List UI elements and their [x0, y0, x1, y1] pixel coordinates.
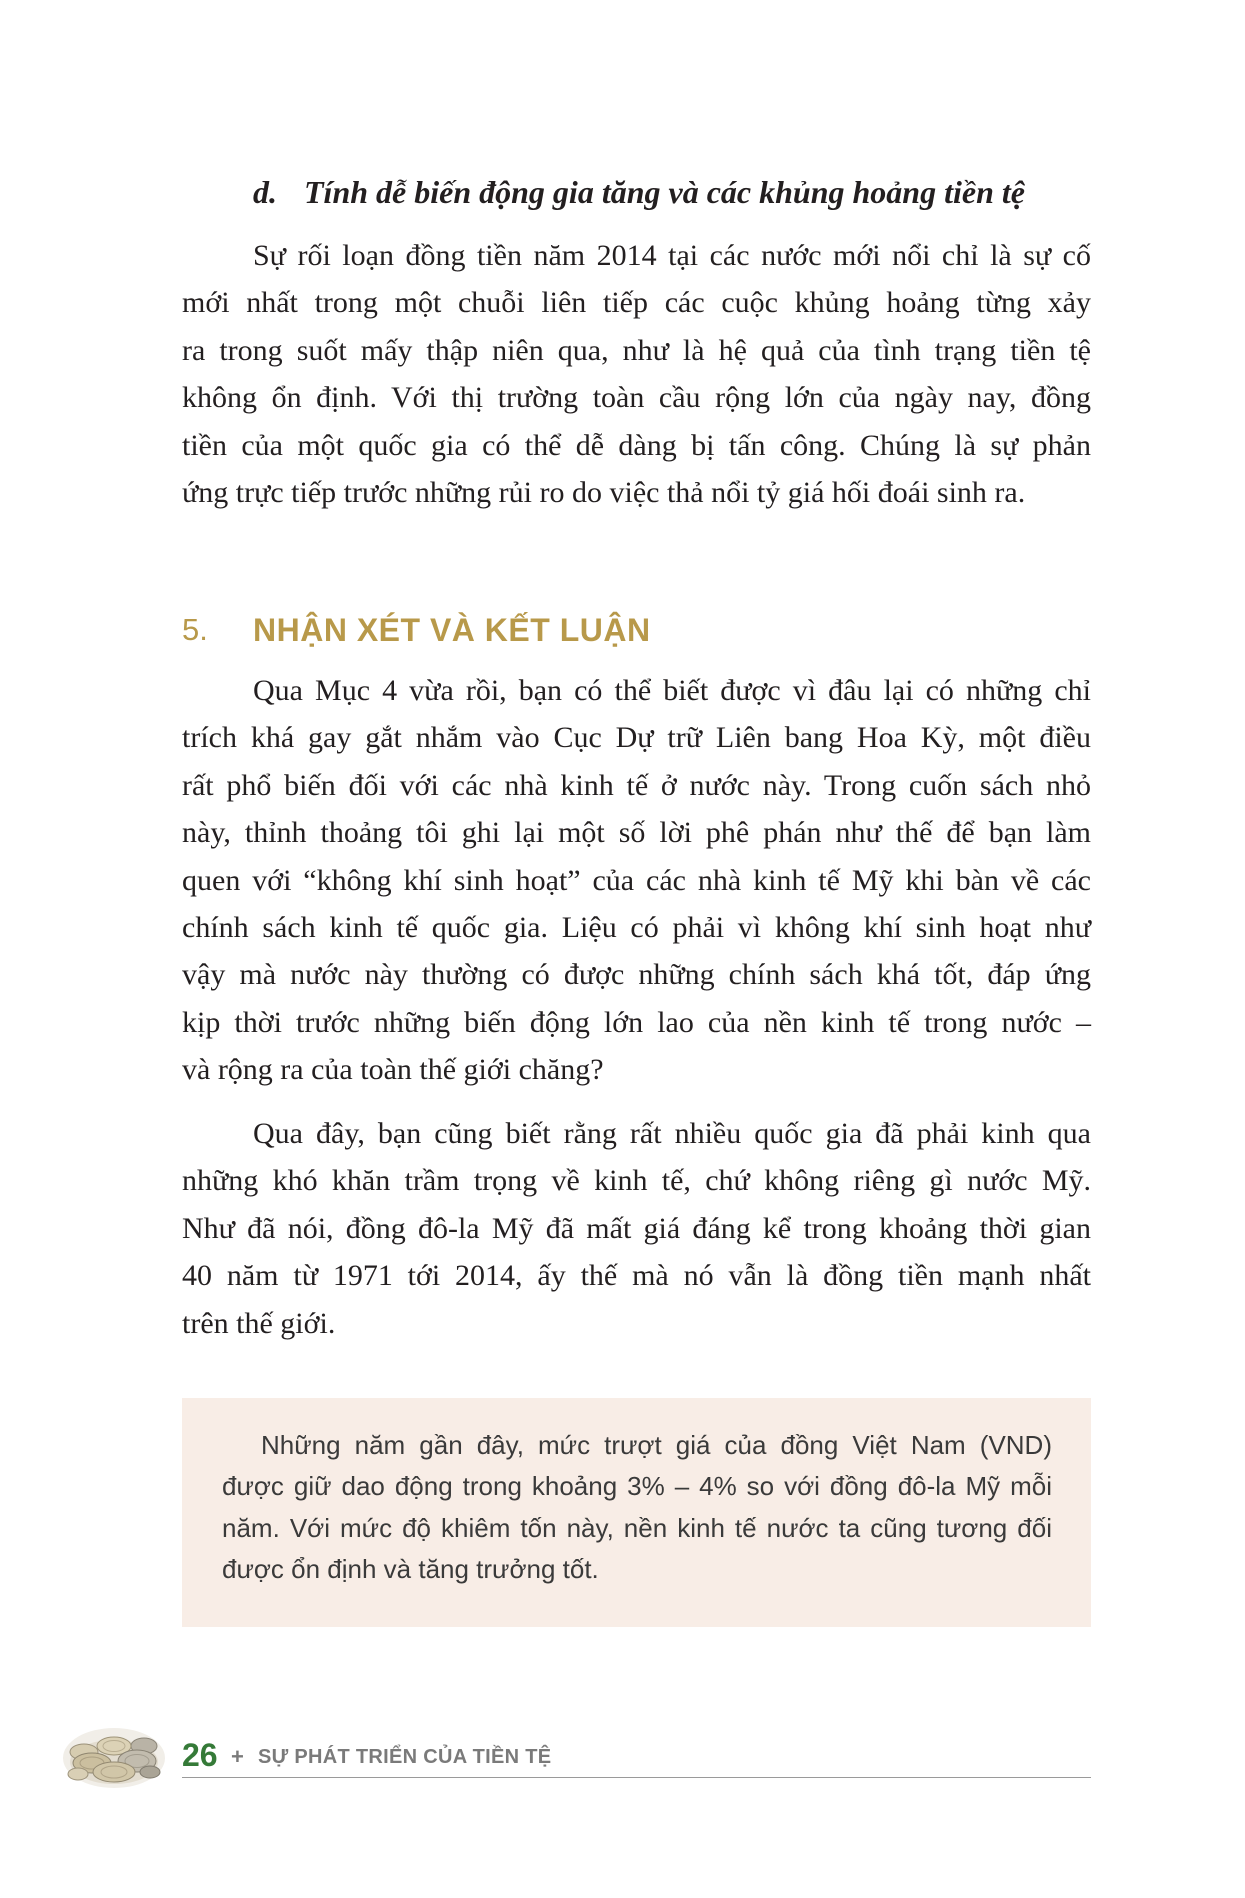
paragraph-line: những khó khăn trầm trọng về kinh tế, chứ không riêng gì nước Mỹ.: [182, 1164, 1091, 1198]
page-number: 26: [182, 1737, 218, 1773]
paragraph-line: kịp thời trước những biến động lớn lao của nền kinh tế trong nước –: [182, 1005, 1091, 1039]
note-line: được ổn định và tăng trưởng tốt.: [222, 1553, 599, 1584]
section-d-title: Tính dễ biến động gia tăng và các khủng hoảng tiền tệ: [304, 174, 1025, 210]
coins-icon: [62, 1716, 166, 1790]
section-d-marker: d.: [253, 174, 277, 210]
paragraph-line: ra trong suốt mấy thập niên qua, như là hệ quả của tình trạng tiền tệ: [182, 333, 1091, 367]
section-title: NHẬN XÉT VÀ KẾT LUẬN: [253, 612, 651, 648]
section-d-heading: [253, 172, 1025, 212]
section-number: 5.: [182, 612, 208, 647]
note-line: năm. Với mức độ khiêm tốn này, nền kinh tế nước ta cũng tương đối: [222, 1512, 1052, 1543]
paragraph-line: Như đã nói, đồng đô-la Mỹ đã mất giá đáng kể trong khoảng thời gian: [182, 1211, 1091, 1245]
paragraph-line: Qua đây, bạn cũng biết rằng rất nhiều quốc gia đã phải kinh qua: [253, 1117, 1091, 1150]
paragraph-line: trích khá gay gắt nhắm vào Cục Dự trữ Liên bang Hoa Kỳ, một điều: [182, 721, 1091, 755]
note-line: Những năm gần đây, mức trượt giá của đồng Việt Nam (VND): [261, 1430, 1052, 1460]
paragraph-line: 40 năm từ 1971 tới 2014, ấy thế mà nó vẫn là đồng tiền mạnh nhất: [182, 1259, 1091, 1293]
paragraph-line: và rộng ra của toàn thế giới chăng?: [182, 1053, 604, 1087]
note-line: được giữ dao động trong khoảng 3% – 4% so với đồng đô-la Mỹ mỗi: [222, 1471, 1052, 1502]
paragraph-line: quen với “không khí sinh hoạt” của các nhà kinh tế Mỹ khi bàn về các: [182, 863, 1091, 897]
running-title: SỰ PHÁT TRIỂN CỦA TIỀN TỆ: [258, 1746, 552, 1768]
paragraph-line: trên thế giới.: [182, 1306, 336, 1340]
note-box: [182, 1398, 1091, 1627]
paragraph-line: rất phổ biến đối với các nhà kinh tế ở nước này. Trong cuốn sách nhỏ: [182, 768, 1091, 802]
paragraph-line: này, thỉnh thoảng tôi ghi lại một số lời phê phán như thế để bạn làm: [182, 816, 1091, 850]
paragraph-line: Qua Mục 4 vừa rồi, bạn có thể biết được vì đâu lại có những chỉ: [253, 674, 1091, 707]
paragraph-line: không ổn định. Với thị trường toàn cầu rộng lớn của ngày nay, đồng: [182, 381, 1091, 415]
note-text: [222, 1425, 1052, 1590]
paragraph-line: vậy mà nước này thường có được những chính sách khá tốt, đáp ứng: [182, 958, 1091, 992]
footer-separator: +: [231, 1744, 244, 1769]
paragraph-line: chính sách kinh tế quốc gia. Liệu có phải vì không khí sinh hoạt như: [182, 910, 1091, 944]
section-5-paragraph-2: [182, 1110, 1091, 1347]
section-d-paragraph: [182, 232, 1091, 516]
footer-rule: [182, 1777, 1091, 1778]
paragraph-line: tiền của một quốc gia có thể dễ dàng bị tấn công. Chúng là sự phản: [182, 428, 1091, 462]
section-5-heading: [182, 610, 782, 650]
paragraph-line: Sự rối loạn đồng tiền năm 2014 tại các nước mới nổi chỉ là sự cố: [253, 239, 1091, 272]
paragraph-line: ứng trực tiếp trước những rủi ro do việc thả nổi tỷ giá hối đoái sinh ra.: [182, 475, 1026, 509]
section-5-paragraph-1: [182, 667, 1091, 1094]
paragraph-line: mới nhất trong một chuỗi liên tiếp các cuộc khủng hoảng từng xảy: [182, 286, 1091, 320]
